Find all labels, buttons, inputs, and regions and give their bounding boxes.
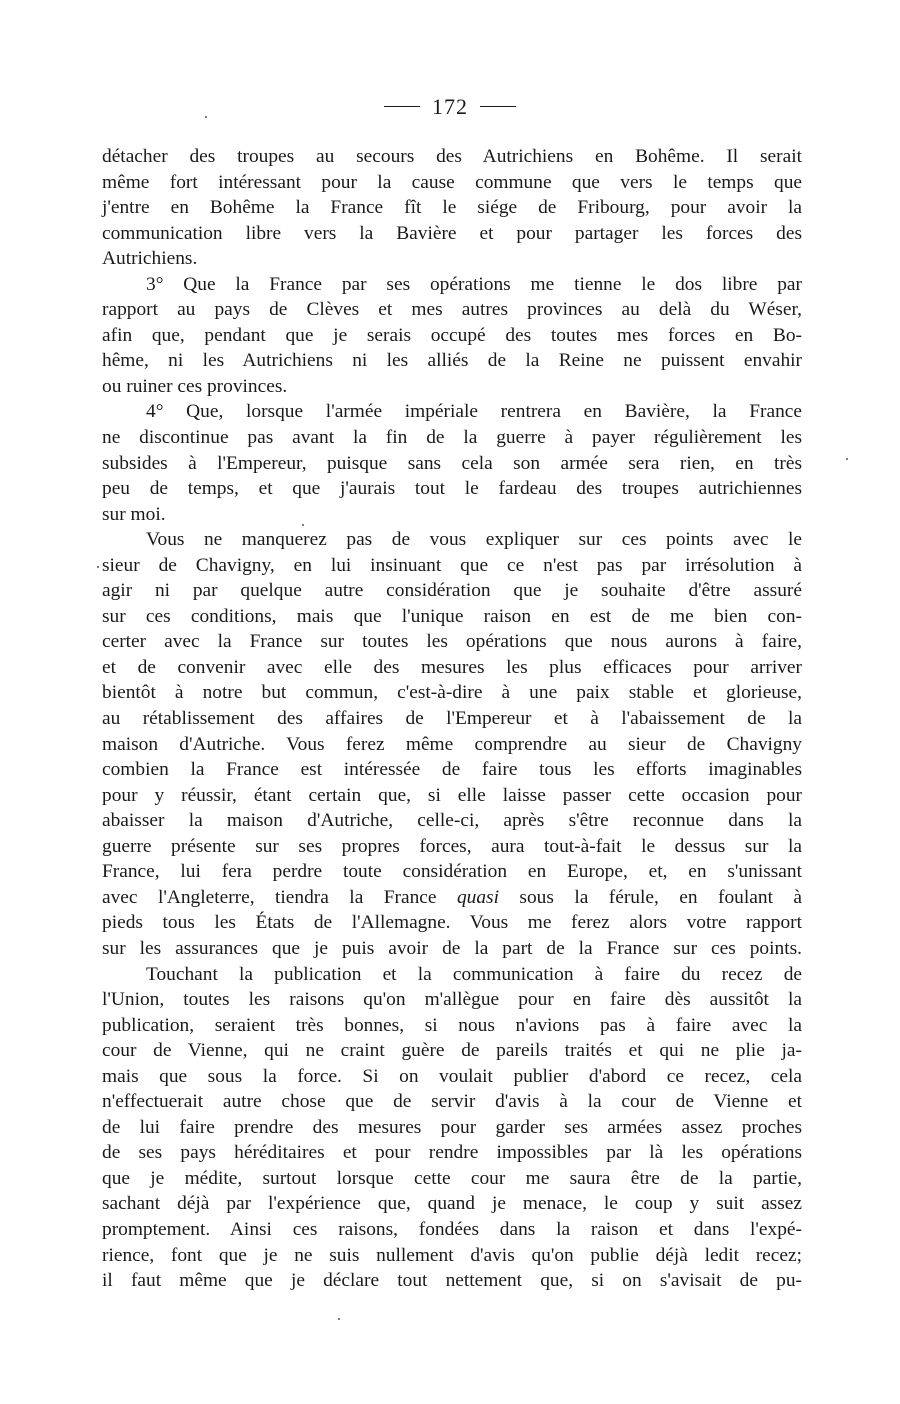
text-line: n'effectuerait autre chose que de servir d'avis à la cour de Vienne et [102,1091,802,1113]
text-line: France, lui fera perdre toute considération en Europe, et, en s'unissant [102,861,802,883]
print-speck [97,566,99,568]
text-line: abaisser la maison d'Autriche, celle-ci, après s'être reconnue dans la [102,810,802,832]
text-line: Vous ne manquerez pas de vous expliquer sur ces points avec le [146,529,802,551]
page-number: 172 [432,94,468,119]
text-line: pieds tous les États de l'Allemagne. Vous me ferez alors votre rapport [102,912,802,934]
body-text [102,144,802,1294]
text-line: que je médite, surtout lorsque cette cour me saura être de la partie, [102,1167,802,1189]
text-line: bientôt à notre but commun, c'est-à-dire à une paix stable et glorieuse, [102,682,802,704]
text-line: certer avec la France sur toutes les opérations que nous aurons à faire, [102,631,802,653]
text-line: et de convenir avec elle des mesures les plus efficaces pour arriver [102,656,802,678]
text-line: afin que, pendant que je serais occupé des toutes mes forces en Bo- [102,324,802,346]
text-line: pour y réussir, étant certain que, si elle laisse passer cette occasion pour [102,784,802,806]
text-line: 3° Que la France par ses opérations me tienne le dos libre par [146,273,802,295]
header-rule-right [480,106,516,107]
text-line: sieur de Chavigny, en lui insinuant que ce n'est pas par irrésolution à [102,554,802,576]
text-line: au rétablissement des affaires de l'Empereur et à l'abaissement de la [102,708,802,730]
text-line: avec l'Angleterre, tiendra la France quasi sous la férule, en foulant à [102,886,802,908]
text-line: rience, font que je ne suis nullement d'avis qu'on publie déjà ledit recez; [102,1244,802,1266]
text-line: guerre présente sur ses propres forces, aura tout-à-fait le dessus sur la [102,835,802,857]
text-line: ne discontinue pas avant la fin de la guerre à payer régulièrement les [102,427,802,449]
text-line: l'Union, toutes les raisons qu'on m'allègue pour en faire dès aussitôt la [102,989,802,1011]
text-line: mais que sous la force. Si on voulait publier d'abord ce recez, cela [102,1065,802,1087]
text-line: subsides à l'Empereur, puisque sans cela son armée sera rien, en très [102,452,802,474]
text-line: combien la France est intéressée de faire tous les efforts imaginables [102,759,802,781]
text-line: sur moi. [102,503,166,525]
text-line: de ses pays héréditaires et pour rendre impossibles par là les opérations [102,1142,802,1164]
text-line: hême, ni les Autrichiens ni les alliés de la Reine ne puissent envahir [102,350,802,372]
text-line: 4° Que, lorsque l'armée impériale rentrera en Bavière, la France [146,401,802,423]
page-header [0,94,900,120]
text-line: peu de temps, et que j'aurais tout le fardeau des troupes autrichiennes [102,478,802,500]
text-line: sur ces conditions, mais que l'unique raison en est de me bien con- [102,605,802,627]
text-line: sur les assurances que je puis avoir de la part de la France sur ces points. [102,937,802,959]
text-line: cour de Vienne, qui ne craint guère de pareils traités et qui ne plie ja- [102,1040,802,1062]
text-line: promptement. Ainsi ces raisons, fondées dans la raison et dans l'expé- [102,1218,802,1240]
text-line: j'entre en Bohême la France fît le siége de Fribourg, pour avoir la [102,197,802,219]
text-line: Touchant la publication et la communication à faire du recez de [146,963,802,985]
print-speck [338,1318,340,1320]
text-line: agir ni par quelque autre considération que je souhaite d'être assuré [102,580,802,602]
print-speck [302,524,304,526]
text-line: sachant déjà par l'expérience que, quand je menace, le coup y suit assez [102,1193,802,1215]
text-line: rapport au pays de Clèves et mes autres provinces au delà du Wéser, [102,299,802,321]
text-line: de lui faire prendre des mesures pour garder ses armées assez proches [102,1116,802,1138]
header-rule-left [384,106,420,107]
text-line: détacher des troupes au secours des Autrichiens en Bohême. Il serait [102,146,802,167]
text-line: communication libre vers la Bavière et pour partager les forces des [102,222,802,244]
text-line: publication, seraient très bonnes, si nous n'avions pas à faire avec la [102,1014,802,1036]
text-line: il faut même que je déclare tout nettement que, si on s'avisait de pu- [102,1270,802,1292]
text-line: maison d'Autriche. Vous ferez même comprendre au sieur de Chavigny [102,733,802,755]
text-line: ou ruiner ces provinces. [102,375,288,397]
print-speck [846,458,848,460]
print-speck [205,116,207,118]
text-line: même fort intéressant pour la cause commune que vers le temps que [102,171,802,193]
text-line: Autrichiens. [102,248,198,270]
italic-word: quasi [456,886,499,908]
